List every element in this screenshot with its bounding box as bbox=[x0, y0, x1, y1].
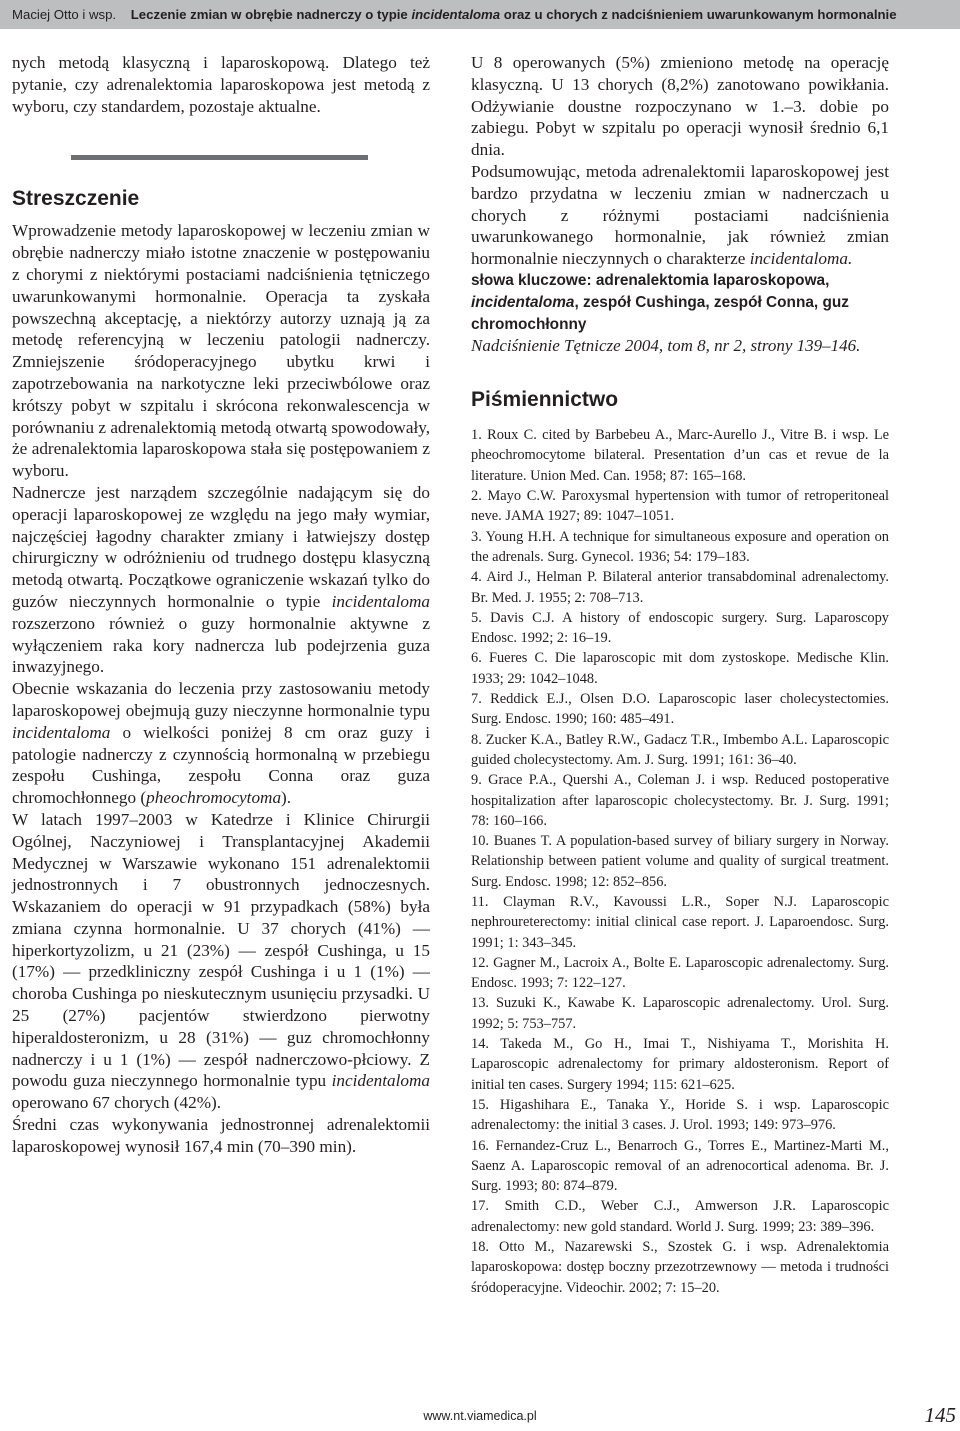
reference-item: 10. Buanes T. A population-based survey of biliary surgery in Norway. Relationship between patient volume and quality of surgical treatment. Surg. Endosc. 1998; 12: 852–856. bbox=[471, 833, 889, 890]
abstract-p7-italic: incidentaloma. bbox=[749, 249, 853, 269]
keywords-italic: incidentaloma bbox=[471, 293, 575, 311]
reference-item: 14. Takeda M., Go H., Imai T., Nishiyama T., Morishita H. Laparoscopic adrenalectomy for primary aldosteronism. Report of initial ten cases. Surgery 1994; 115: 621–625. bbox=[471, 1036, 889, 1093]
header-authors: Maciej Otto i wsp. bbox=[12, 7, 117, 22]
references-list bbox=[471, 425, 889, 1298]
abstract-paragraph-3 bbox=[12, 678, 430, 809]
abstract-p7-a: Podsumowując, metoda adrenalektomii laparoskopowej jest bardzo przydatna w leczeniu zmian w nadnerczach u chorych z różnymi postaciami nadciśnienia uwarunkowanego hormonalnie, jak również zmian hormonalnie nieczynnych o charakterze bbox=[471, 161, 889, 269]
abstract-p4-italic: incidentaloma bbox=[331, 1071, 430, 1091]
reference-item: 1. Roux C. cited by Barbebeu A., Marc-Aurello J., Vitre B. i wsp. Le pheochromocytome bilateral. Presentation d’un cas et revue de la literature. Union Med. Can. 1958; 87: 165–168. bbox=[471, 427, 889, 484]
abstract-paragraph-1: Wprowadzenie metody laparoskopowej w leczeniu zmian w obrębie nadnerczy miało istotne znaczenie w postępowaniu z chorymi z niektórymi postaciami nadciśnienia tętniczego uwarunkowanymi hormonalnie. Operacja ta zyskała powszechną akceptację, a niektórzy autorzy uznają ją za metodę referencyjną w leczeniu patologii nadnerczy. Zmniejszenie śródoperacyjnego ubytku krwi i zapotrzebowania na narkotyczne leki przeciwbólowe oraz krótszy pobyt w szpitalu i skrócona rekonwalescencja w porównaniu z adrenalektomią metodą otwartą spowodowały, że adrenalektomia laparoskopowa stała się postępowaniem z wyboru. bbox=[12, 221, 430, 481]
reference-item: 3. Young H.H. A technique for simultaneous exposure and operation on the adrenals. Surg. Gynecol. 1936; 54: 179–183. bbox=[471, 528, 889, 565]
reference-item: 7. Reddick E.J., Olsen D.O. Laparoscopic laser cholecystectomies. Surg. Endosc. 1990; 160: 485–491. bbox=[471, 691, 889, 728]
abstract-p3-b: o wielkości poniżej 8 cm oraz guzy i patologie nadnerczy z czynnością hormonalną w przebiegu zespołu Cushinga, zespołu Conna oraz guza chromochłonnego ( bbox=[12, 722, 430, 808]
reference-item: 6. Fueres C. Die laparoscopic mit dom zystoskope. Medische Klin. 1933; 29: 1042–1048. bbox=[471, 650, 889, 687]
reference-item: 15. Higashihara E., Tanaka Y., Horide S. i wsp. Laparoscopic adrenalectomy: the initial 3 cases. J. Urol. 1993; 149: 973–976. bbox=[471, 1096, 889, 1134]
right-column bbox=[471, 52, 889, 1298]
intro-paragraph: nych metodą klasyczną i laparoskopową. Dlatego też pytanie, czy adrenalektomia laparoskopowa jest metodą z wyboru, czy standardem, pozostaje aktualne. bbox=[12, 53, 430, 116]
keywords-b: , zespół Cushinga, zespół Conna, guz chromochłonny bbox=[471, 293, 849, 333]
abstract-p2-a: Nadnercze jest narządem szczególnie nadającym się do operacji laparoskopowej ze względu na jego mały wymiar, najczęściej łagodny charakter zmiany i łatwiejszy dostęp chirurgiczny w odróżnieniu od trudnego dostępu klasyczną metodą otwartą. Początkowe ograniczenie wskazań tylko do guzów nieczynnych hormonalnie o typie bbox=[12, 482, 430, 611]
reference-item: 2. Mayo C.W. Paroxysmal hypertension with tumor of retroperitoneal neve. JAMA 1927; 89: 1047–1051. bbox=[471, 488, 889, 525]
references-heading: Piśmiennictwo bbox=[471, 388, 619, 412]
reference-item: 18. Otto M., Nazarewski S., Szostek G. i wsp. Adrenalektomia laparoskopowa: dostęp boczny przezotrzewnowy — metoda i trudności śródoperacyjne. Videochir. 2002; 7: 15–20. bbox=[471, 1239, 889, 1296]
section-divider bbox=[71, 155, 368, 160]
footer-url: www.nt.viamedica.pl bbox=[423, 1409, 537, 1423]
abstract-heading: Streszczenie bbox=[12, 187, 140, 211]
abstract-paragraph-2 bbox=[12, 482, 430, 678]
header-title-post: oraz u chorych z nadciśnieniem uwarunkowanym hormonalnie bbox=[500, 7, 897, 22]
reference-item: 11. Clayman R.V., Kavoussi L.R., Soper N.J. Laparoscopic nephroureterectomy: initial clinical case report. J. Laparoendosc. Surg. 1991; 1: 343–345. bbox=[471, 893, 889, 951]
reference-item: 4. Aird J., Helman P. Bilateral anterior transabdominal adrenalectomy. Br. Med. J. 1955; 2: 708–713. bbox=[471, 569, 889, 606]
abstract-p3-c: ). bbox=[281, 788, 292, 808]
abstract-p4-a: W latach 1997–2003 w Katedrze i Klinice Chirurgii Ogólnej, Naczyniowej i Transplantacyjnej Akademii Medycznej w Warszawie wykonano 151 adrenalektomii jednostronnych i 7 obustronnych jednoczesnych. Wskazaniem do operacji w 91 przypadkach (58%) była zmiana czynna hormonalnie. U 37 chorych (41%) — hiperkortyzolizm, u 21 (23%) — zespół Cushinga, u 15 (17%) — przedkliniczny zespół Cushinga i u 1 (1%) — choroba Cushinga po nieskutecznym usunięciu przysadki. U 25 (27%) pacjentów stwierdzono pierwotny hiperaldosteronizm, u 28 (31%) — guz chromochłonny nadnerczy i u 1 (1%) — zespół nadnerczowo-płciowy. Z powodu guza nieczynnego hormonalnie typu bbox=[12, 809, 430, 1091]
header-title-italic: incidentaloma bbox=[411, 7, 501, 22]
abstract-paragraph-5: Średni czas wykonywania jednostronnej adrenalektomii laparoskopowej wynosił 167,4 min (70–390 min). bbox=[12, 1115, 430, 1156]
abstract-paragraph-6: U 8 operowanych (5%) zmieniono metodę na operację klasyczną. U 13 chorych (8,2%) zanotowano powikłania. Odżywianie doustne rozpoczynano w 1.–3. dobie po zabiegu. Pobyt w szpitalu po operacji wynosił średnio 6,1 dnia. bbox=[471, 53, 889, 160]
reference-item: 16. Fernandez-Cruz L., Benarroch G., Torres E., Martinez-Marti M., Saenz A. Laparoscopic removal of an adrenocortical adenoma. Br. J. Surg. 1993; 80: 874–879. bbox=[471, 1137, 889, 1195]
running-header bbox=[0, 0, 960, 29]
page-number: 145 bbox=[924, 1403, 956, 1427]
abstract-p3-italic: incidentaloma bbox=[12, 722, 111, 742]
reference-item: 8. Zucker K.A., Batley R.W., Gadacz T.R., Imbembo A.L. Laparoscopic guided cholecystectomy. Am. J. Surg. 1991; 161: 36–40. bbox=[471, 731, 889, 768]
abstract-p3-a: Obecnie wskazania do leczenia przy zastosowaniu metody laparoskopowej obejmują guzy nieczynne hormonalnie typu bbox=[12, 679, 430, 720]
reference-item: 17. Smith C.D., Weber C.J., Amwerson J.R. Laparoscopic adrenalectomy: new gold standard. World J. Surg. 1999; 23: 389–396. bbox=[471, 1198, 889, 1235]
reference-item: 12. Gagner M., Lacroix A., Bolte E. Laparoscopic adrenalectomy. Surg. Endosc. 1993; 7: 122–127. bbox=[471, 954, 889, 992]
journal-citation: Nadciśnienie Tętnicze 2004, tom 8, nr 2, strony 139–146. bbox=[471, 336, 861, 356]
abstract-p2-italic: incidentaloma bbox=[331, 591, 430, 611]
left-column bbox=[12, 52, 430, 1158]
keywords-a: słowa kluczowe: adrenalektomia laparoskopowa, bbox=[471, 271, 830, 289]
abstract-paragraph-4 bbox=[12, 809, 430, 1114]
keywords bbox=[471, 270, 889, 335]
abstract-paragraph-7 bbox=[471, 161, 889, 270]
abstract-p3-italic-2: pheochromocytoma bbox=[146, 788, 282, 808]
header-title-pre: Leczenie zmian w obrębie nadnerczy o typie bbox=[130, 7, 412, 22]
abstract-p4-b: operowano 67 chorych (42%). bbox=[12, 1093, 222, 1113]
reference-item: 5. Davis C.J. A history of endoscopic surgery. Surg. Laparoscopy Endosc. 1992; 2: 16–19. bbox=[471, 609, 889, 647]
header-title bbox=[131, 7, 897, 22]
abstract-p2-b: rozszerzono również o guzy hormonalnie aktywne z wyłączeniem raka kory nadnercza lub podejrzenia guza inwazyjnego. bbox=[12, 613, 430, 677]
reference-item: 13. Suzuki K., Kawabe K. Laparoscopic adrenalectomy. Urol. Surg. 1992; 5: 753–757. bbox=[471, 995, 889, 1032]
reference-item: 9. Grace P.A., Quershi A., Coleman J. i wsp. Reduced postoperative hospitalization after laparoscopic cholecystectomy. Br. J. Surg. 1991; 78: 160–166. bbox=[471, 772, 889, 829]
